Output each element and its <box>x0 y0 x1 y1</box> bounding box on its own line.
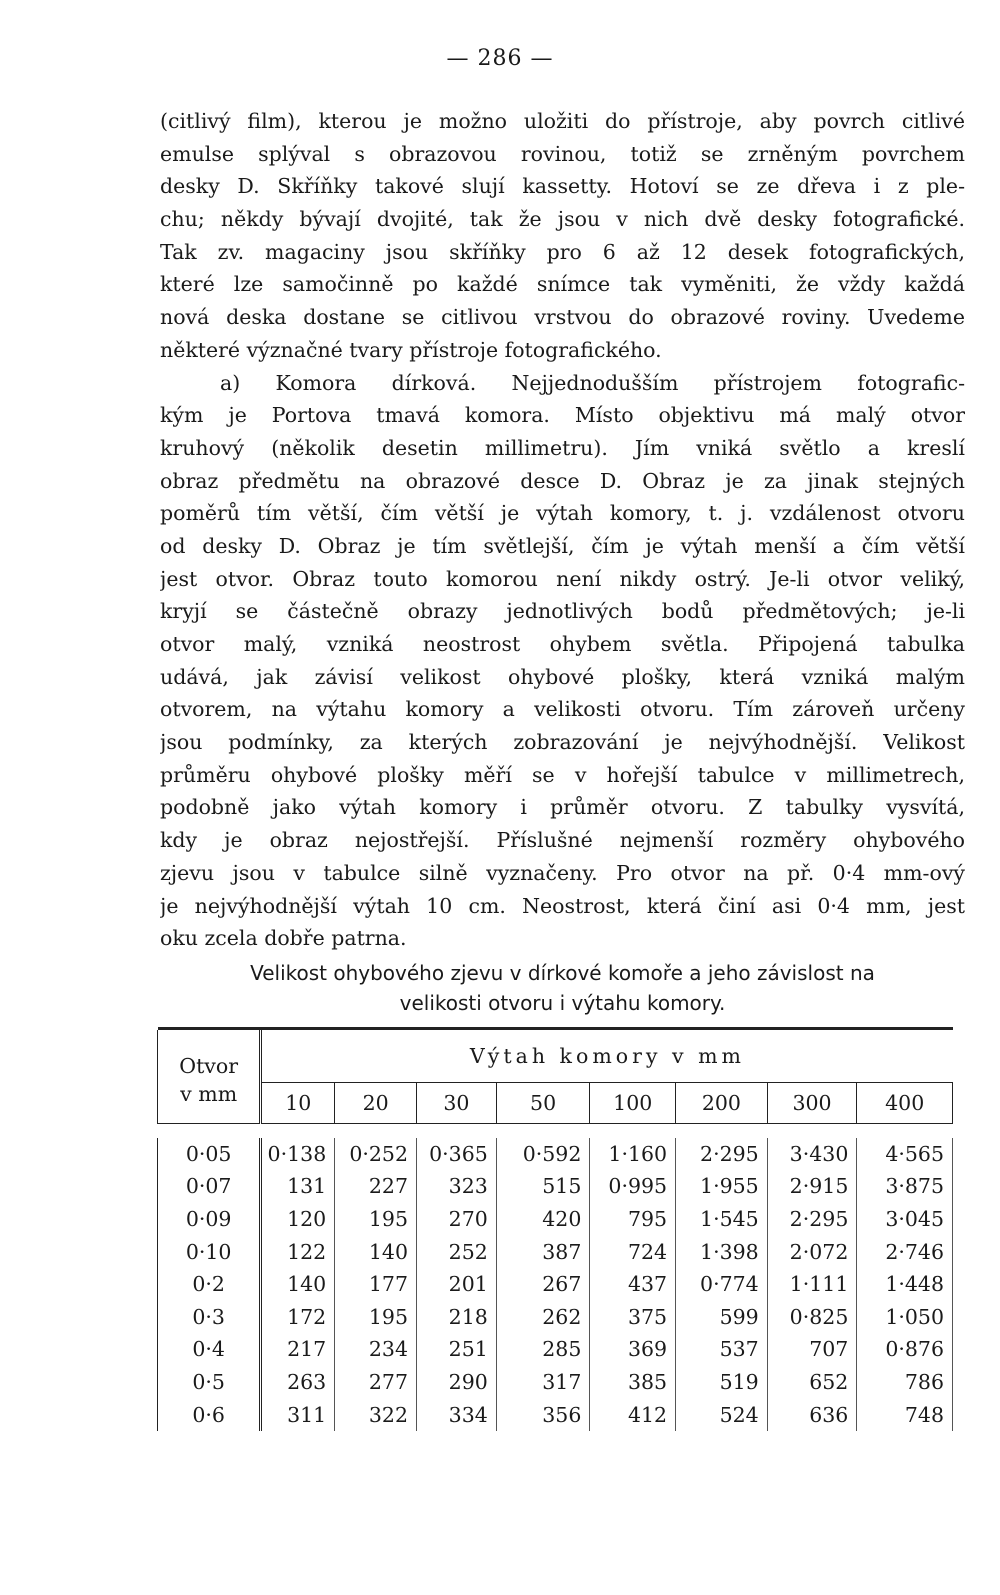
value-cell: 140 <box>261 1268 335 1301</box>
text-line: (citlivý film), kterou je možno uložiti do přístroje, aby povrch citlivé <box>160 109 965 133</box>
value-cell: 2·295 <box>767 1203 857 1236</box>
column-header: 20 <box>335 1082 417 1123</box>
text-line: od desky D. Obraz je tím světlejší, čím je výtah menší a čím větší <box>160 533 965 558</box>
value-cell: 120 <box>261 1203 335 1236</box>
text-line: nová deska dostane se citlivou vrstvou do obrazové roviny. Uvedeme <box>160 305 965 330</box>
table-title-line: Velikost ohybového zjevu v dírkové komoře a jeho závislost na <box>250 961 875 985</box>
text-line: udává, jak závisí velikost ohybové plošky, která vzniká malým <box>160 664 965 689</box>
value-cell: 218 <box>417 1300 497 1333</box>
text-line: zjevu jsou v tabulce silně vyznačeny. Pro otvor na př. 0·4 mm-ový <box>160 860 965 885</box>
table-row <box>158 1333 953 1366</box>
value-cell: 0·365 <box>417 1138 497 1171</box>
otvor-cell: 0·07 <box>158 1170 261 1203</box>
value-cell: 262 <box>496 1300 590 1333</box>
table-row <box>158 1170 953 1203</box>
value-cell: 177 <box>335 1268 417 1301</box>
value-cell: 0·774 <box>676 1268 768 1301</box>
text-line: které lze samočinně po každé snímce tak vyměniti, že vždy každá <box>160 272 965 297</box>
text-line: desky D. Skříňky takové slují kassetty. Hotoví se ze dřeva i z ple- <box>160 174 965 199</box>
text-line: kruhový (několik desetin millimetru). Jím vniká světlo a kreslí <box>160 435 965 460</box>
value-cell: 652 <box>767 1366 857 1399</box>
value-cell: 0·138 <box>261 1138 335 1171</box>
column-header: 400 <box>857 1082 953 1123</box>
text-line: poměrů tím větší, čím větší je výtah komory, t. j. vzdálenost otvoru <box>160 501 965 526</box>
value-cell: 195 <box>335 1300 417 1333</box>
value-cell: 285 <box>496 1333 590 1366</box>
value-cell: 1·111 <box>767 1268 857 1301</box>
text-line: emulse splýval s obrazovou rovinou, totiž se zrněným povrchem <box>160 141 965 166</box>
value-cell: 234 <box>335 1333 417 1366</box>
value-cell: 524 <box>676 1398 768 1431</box>
value-cell: 334 <box>417 1398 497 1431</box>
value-cell: 636 <box>767 1398 857 1431</box>
text-line: chu; někdy bývají dvojité, tak že jsou v nich dvě desky fotografické. <box>160 207 965 232</box>
value-cell: 317 <box>496 1366 590 1399</box>
value-cell: 0·592 <box>496 1138 590 1171</box>
value-cell: 201 <box>417 1268 497 1301</box>
column-header: 50 <box>496 1082 590 1123</box>
value-cell: 387 <box>496 1235 590 1268</box>
value-cell: 537 <box>676 1333 768 1366</box>
table-row <box>158 1138 953 1171</box>
table-body <box>158 1138 953 1431</box>
column-header: 30 <box>417 1082 497 1123</box>
text-line: jest otvor. Obraz touto komorou není nikdy ostrý. Je-li otvor veliký, <box>160 566 965 591</box>
value-cell: 437 <box>590 1268 676 1301</box>
value-cell: 0·252 <box>335 1138 417 1171</box>
column-header: 200 <box>676 1082 768 1123</box>
value-cell: 1·545 <box>676 1203 768 1236</box>
value-cell: 217 <box>261 1333 335 1366</box>
otvor-cell: 0·5 <box>158 1366 261 1399</box>
value-cell: 2·915 <box>767 1170 857 1203</box>
text-line: kdy je obraz nejostřejší. Příslušné nejmenší rozměry ohybového <box>160 828 965 853</box>
text-line: kryjí se částečně obrazy jednotlivých bodů předmětových; je-li <box>160 599 965 624</box>
diffraction-table <box>157 1027 953 1431</box>
body-paragraph <box>160 105 965 955</box>
value-cell: 323 <box>417 1170 497 1203</box>
text-line: a) Komora dírková. Nejjednodušším přístrojem fotografic- <box>220 370 965 395</box>
value-cell: 748 <box>857 1398 953 1431</box>
value-cell: 3·875 <box>857 1170 953 1203</box>
text-line: některé význačné tvary přístroje fotografického. <box>160 337 662 362</box>
value-cell: 227 <box>335 1170 417 1203</box>
value-cell: 724 <box>590 1235 676 1268</box>
value-cell: 1·050 <box>857 1300 953 1333</box>
value-cell: 2·072 <box>767 1235 857 1268</box>
value-cell: 0·995 <box>590 1170 676 1203</box>
table-row <box>158 1235 953 1268</box>
vytah-header: Výtah komory v mm <box>261 1030 953 1082</box>
otvor-cell: 0·10 <box>158 1235 261 1268</box>
value-cell: 356 <box>496 1398 590 1431</box>
text-line: jsou podmínky, za kterých zobrazování je nejvýhodnější. Velikost <box>160 730 965 755</box>
otvor-cell: 0·3 <box>158 1300 261 1333</box>
value-cell: 707 <box>767 1333 857 1366</box>
value-cell: 375 <box>590 1300 676 1333</box>
table-row <box>158 1300 953 1333</box>
page-number: — 286 — <box>446 46 554 71</box>
value-cell: 263 <box>261 1366 335 1399</box>
text-line: oku zcela dobře patrna. <box>160 926 407 951</box>
value-cell: 1·955 <box>676 1170 768 1203</box>
value-cell: 322 <box>335 1398 417 1431</box>
otvor-cell: 0·09 <box>158 1203 261 1236</box>
text-line: kým je Portova tmavá komora. Místo objektivu má malý otvor <box>160 403 965 428</box>
table-title-line: velikosti otvoru i výtahu komory. <box>399 991 726 1015</box>
otvor-cell: 0·4 <box>158 1333 261 1366</box>
value-cell: 2·746 <box>857 1235 953 1268</box>
column-header: 300 <box>767 1082 857 1123</box>
value-cell: 369 <box>590 1333 676 1366</box>
column-header: 10 <box>261 1082 335 1123</box>
value-cell: 267 <box>496 1268 590 1301</box>
text-line: průměru ohybové plošky měří se v hořejší tabulce v millimetrech, <box>160 762 965 787</box>
otvor-cell: 0·6 <box>158 1398 261 1431</box>
value-cell: 4·565 <box>857 1138 953 1171</box>
value-cell: 1·160 <box>590 1138 676 1171</box>
value-cell: 1·448 <box>857 1268 953 1301</box>
table-row <box>158 1203 953 1236</box>
otvor-unit: v mm <box>158 1082 261 1123</box>
value-cell: 270 <box>417 1203 497 1236</box>
value-cell: 3·045 <box>857 1203 953 1236</box>
value-cell: 277 <box>335 1366 417 1399</box>
value-cell: 385 <box>590 1366 676 1399</box>
value-cell: 0·876 <box>857 1333 953 1366</box>
text-line: obraz předmětu na obrazové desce D. Obraz je za jinak stejných <box>160 468 965 493</box>
otvor-cell: 0·2 <box>158 1268 261 1301</box>
value-cell: 131 <box>261 1170 335 1203</box>
value-cell: 2·295 <box>676 1138 768 1171</box>
text-line: Tak zv. magaciny jsou skříňky pro 6 až 12 desek fotografických, <box>160 239 965 264</box>
text-line: podobně jako výtah komory i průměr otvoru. Z tabulky vysvítá, <box>160 795 965 820</box>
value-cell: 140 <box>335 1235 417 1268</box>
value-cell: 172 <box>261 1300 335 1333</box>
value-cell: 290 <box>417 1366 497 1399</box>
value-cell: 3·430 <box>767 1138 857 1171</box>
value-cell: 786 <box>857 1366 953 1399</box>
table-row <box>158 1268 953 1301</box>
value-cell: 519 <box>676 1366 768 1399</box>
value-cell: 515 <box>496 1170 590 1203</box>
table-row <box>158 1398 953 1431</box>
value-cell: 795 <box>590 1203 676 1236</box>
value-cell: 412 <box>590 1398 676 1431</box>
value-cell: 252 <box>417 1235 497 1268</box>
value-cell: 1·398 <box>676 1235 768 1268</box>
table-title <box>150 958 975 1018</box>
text-line: otvorem, na výtahu komory a velikosti otvoru. Tím zároveň určeny <box>160 697 965 722</box>
otvor-cell: 0·05 <box>158 1138 261 1171</box>
table-row <box>158 1366 953 1399</box>
value-cell: 0·825 <box>767 1300 857 1333</box>
value-cell: 195 <box>335 1203 417 1236</box>
value-cell: 122 <box>261 1235 335 1268</box>
value-cell: 599 <box>676 1300 768 1333</box>
text-line: je nejvýhodnější výtah 10 cm. Neostrost, která činí asi 0·4 mm, jest <box>160 893 965 918</box>
otvor-header: Otvor <box>158 1030 261 1082</box>
column-header: 100 <box>590 1082 676 1123</box>
text-line: otvor malý, vzniká neostrost ohybem světla. Připojená tabulka <box>160 632 965 656</box>
value-cell: 420 <box>496 1203 590 1236</box>
value-cell: 251 <box>417 1333 497 1366</box>
value-cell: 311 <box>261 1398 335 1431</box>
